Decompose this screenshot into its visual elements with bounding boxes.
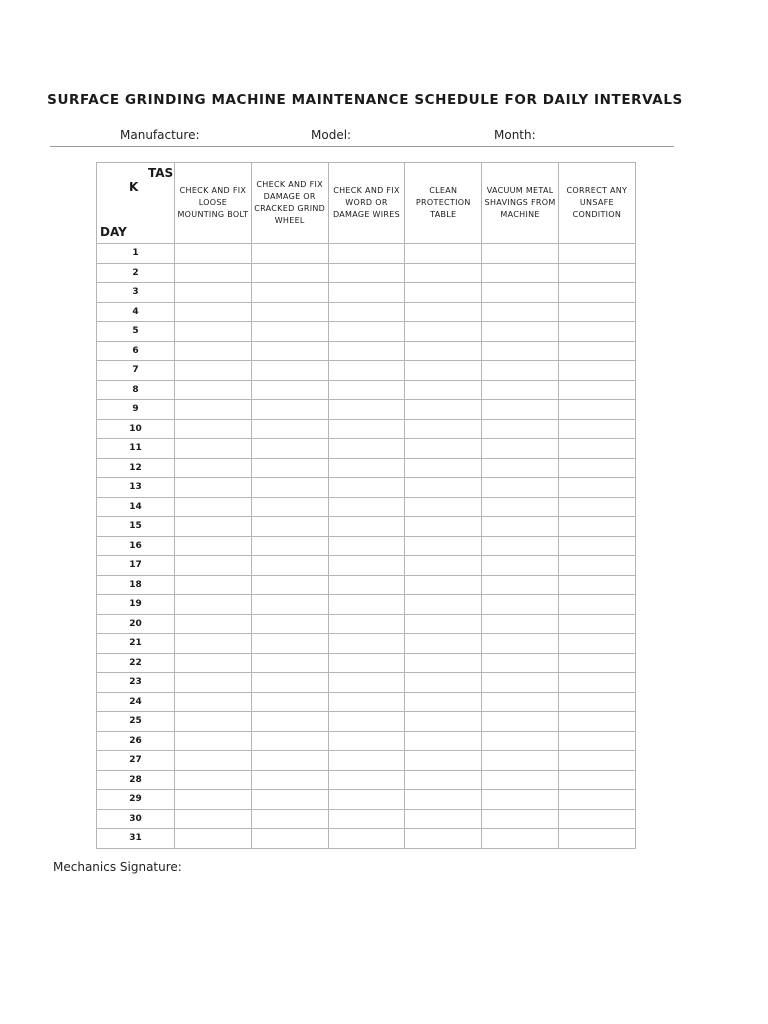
task-check-cell[interactable]	[175, 634, 252, 654]
task-check-cell[interactable]	[251, 439, 328, 459]
table-row	[97, 595, 636, 615]
task-check-cell[interactable]	[558, 458, 635, 478]
task-check-cell[interactable]	[175, 517, 252, 537]
task-check-cell[interactable]	[175, 751, 252, 771]
day-number-cell: 6	[97, 341, 175, 361]
task-check-cell[interactable]	[482, 322, 559, 342]
task-check-cell[interactable]	[405, 575, 482, 595]
task-check-cell[interactable]	[328, 595, 405, 615]
task-check-cell[interactable]	[405, 361, 482, 381]
day-number-cell: 29	[97, 790, 175, 810]
task-check-cell[interactable]	[482, 302, 559, 322]
task-check-cell[interactable]	[405, 244, 482, 264]
task-check-cell[interactable]	[175, 731, 252, 751]
task-check-cell[interactable]	[405, 517, 482, 537]
table-row	[97, 790, 636, 810]
task-check-cell[interactable]	[482, 809, 559, 829]
task-check-cell[interactable]	[405, 380, 482, 400]
task-check-cell[interactable]	[328, 361, 405, 381]
task-check-cell[interactable]	[482, 575, 559, 595]
task-check-cell[interactable]	[251, 595, 328, 615]
task-check-cell[interactable]	[405, 809, 482, 829]
task-header-cell: CHECK AND FIX DAMAGE OR CRACKED GRIND WHEEL	[251, 163, 328, 244]
task-check-cell[interactable]	[251, 458, 328, 478]
task-header-cell: CHECK AND FIX WORD OR DAMAGE WIRES	[328, 163, 405, 244]
task-check-cell[interactable]	[482, 614, 559, 634]
task-check-cell[interactable]	[328, 263, 405, 283]
day-number-cell: 10	[97, 419, 175, 439]
task-check-cell[interactable]	[558, 341, 635, 361]
title-text: SURFACE GRINDING MACHINE MAINTENANCE SCHEDULE FOR DAILY INTERVALS	[47, 92, 683, 108]
task-check-cell[interactable]	[482, 419, 559, 439]
task-check-cell[interactable]	[328, 341, 405, 361]
task-check-cell[interactable]	[558, 809, 635, 829]
maintenance-schedule-table	[96, 162, 636, 849]
task-check-cell[interactable]	[328, 536, 405, 556]
task-check-cell[interactable]	[482, 283, 559, 303]
schedule-body	[97, 244, 636, 849]
task-check-cell[interactable]	[405, 458, 482, 478]
table-row	[97, 419, 636, 439]
task-check-cell[interactable]	[251, 692, 328, 712]
task-check-cell[interactable]	[482, 712, 559, 732]
task-check-cell[interactable]	[558, 575, 635, 595]
task-check-cell[interactable]	[175, 536, 252, 556]
task-check-cell[interactable]	[558, 497, 635, 517]
task-check-cell[interactable]	[251, 322, 328, 342]
task-check-cell[interactable]	[405, 673, 482, 693]
task-check-cell[interactable]	[251, 361, 328, 381]
table-row	[97, 536, 636, 556]
task-check-cell[interactable]	[175, 790, 252, 810]
task-header-cell: CHECK AND FIX LOOSE MOUNTING BOLT	[175, 163, 252, 244]
task-check-cell[interactable]	[558, 692, 635, 712]
task-check-cell[interactable]	[482, 361, 559, 381]
task-check-cell[interactable]	[251, 829, 328, 849]
task-check-cell[interactable]	[405, 692, 482, 712]
task-check-cell[interactable]	[175, 595, 252, 615]
task-check-cell[interactable]	[558, 322, 635, 342]
task-check-cell[interactable]	[405, 322, 482, 342]
task-check-cell[interactable]	[558, 556, 635, 576]
task-check-cell[interactable]	[251, 341, 328, 361]
task-check-cell[interactable]	[328, 283, 405, 303]
task-check-cell[interactable]	[251, 380, 328, 400]
mechanics-signature	[53, 860, 182, 874]
day-number-cell: 11	[97, 439, 175, 459]
header-divider	[50, 146, 674, 147]
day-number-cell: 17	[97, 556, 175, 576]
task-check-cell[interactable]	[251, 575, 328, 595]
task-check-cell[interactable]	[405, 497, 482, 517]
task-check-cell[interactable]	[251, 536, 328, 556]
task-check-cell[interactable]	[175, 478, 252, 498]
task-check-cell[interactable]	[175, 575, 252, 595]
table-row	[97, 478, 636, 498]
task-check-cell[interactable]	[405, 751, 482, 771]
task-check-cell[interactable]	[558, 673, 635, 693]
task-check-cell[interactable]	[405, 712, 482, 732]
task-check-cell[interactable]	[558, 517, 635, 537]
task-check-cell[interactable]	[482, 439, 559, 459]
task-check-cell[interactable]	[328, 575, 405, 595]
task-check-cell[interactable]	[558, 595, 635, 615]
task-check-cell[interactable]	[175, 361, 252, 381]
manufacture-field	[120, 128, 200, 142]
task-label-part1: TAS	[148, 166, 174, 180]
task-check-cell[interactable]	[328, 692, 405, 712]
task-check-cell[interactable]	[482, 692, 559, 712]
day-number-cell: 4	[97, 302, 175, 322]
day-number-cell: 30	[97, 809, 175, 829]
task-check-cell[interactable]	[175, 673, 252, 693]
table-row	[97, 692, 636, 712]
task-check-cell[interactable]	[328, 439, 405, 459]
task-check-cell[interactable]	[482, 770, 559, 790]
task-check-cell[interactable]	[482, 673, 559, 693]
task-check-cell[interactable]	[405, 790, 482, 810]
table-row	[97, 244, 636, 264]
task-check-cell[interactable]	[251, 634, 328, 654]
day-number-cell: 23	[97, 673, 175, 693]
task-check-cell[interactable]	[328, 556, 405, 576]
task-check-cell[interactable]	[251, 751, 328, 771]
task-check-cell[interactable]	[175, 439, 252, 459]
day-number-cell: 9	[97, 400, 175, 420]
task-check-cell[interactable]	[328, 673, 405, 693]
task-check-cell[interactable]	[328, 302, 405, 322]
task-check-cell[interactable]	[251, 244, 328, 264]
task-check-cell[interactable]	[175, 692, 252, 712]
table-row	[97, 829, 636, 849]
task-check-cell[interactable]	[482, 595, 559, 615]
day-number-cell: 14	[97, 497, 175, 517]
table-row	[97, 322, 636, 342]
task-check-cell[interactable]	[251, 263, 328, 283]
table-row	[97, 809, 636, 829]
task-check-cell[interactable]	[251, 712, 328, 732]
task-check-cell[interactable]	[405, 829, 482, 849]
task-check-cell[interactable]	[328, 731, 405, 751]
table-row	[97, 556, 636, 576]
table-row	[97, 283, 636, 303]
table-row	[97, 673, 636, 693]
task-check-cell[interactable]	[251, 614, 328, 634]
task-check-cell[interactable]	[482, 244, 559, 264]
day-number-cell: 3	[97, 283, 175, 303]
table-row	[97, 770, 636, 790]
task-check-cell[interactable]	[482, 497, 559, 517]
task-check-cell[interactable]	[558, 478, 635, 498]
task-check-cell[interactable]	[558, 653, 635, 673]
task-check-cell[interactable]	[405, 439, 482, 459]
month-label: Month:	[494, 128, 536, 142]
day-number-cell: 5	[97, 322, 175, 342]
day-number-cell: 24	[97, 692, 175, 712]
task-check-cell[interactable]	[482, 790, 559, 810]
task-check-cell[interactable]	[558, 790, 635, 810]
task-check-cell[interactable]	[482, 731, 559, 751]
task-check-cell[interactable]	[558, 829, 635, 849]
task-check-cell[interactable]	[482, 653, 559, 673]
task-check-cell[interactable]	[328, 380, 405, 400]
task-check-cell[interactable]	[328, 809, 405, 829]
task-check-cell[interactable]	[558, 380, 635, 400]
corner-header-cell	[97, 163, 175, 244]
day-number-cell: 2	[97, 263, 175, 283]
task-check-cell[interactable]	[482, 400, 559, 420]
task-check-cell[interactable]	[251, 673, 328, 693]
task-check-cell[interactable]	[328, 614, 405, 634]
task-check-cell[interactable]	[251, 770, 328, 790]
table-row	[97, 575, 636, 595]
day-number-cell: 7	[97, 361, 175, 381]
task-check-cell[interactable]	[175, 458, 252, 478]
task-check-cell[interactable]	[328, 322, 405, 342]
task-check-cell[interactable]	[175, 322, 252, 342]
table-row	[97, 731, 636, 751]
task-check-cell[interactable]	[405, 302, 482, 322]
task-check-cell[interactable]	[558, 536, 635, 556]
task-check-cell[interactable]	[328, 517, 405, 537]
table-row	[97, 614, 636, 634]
task-check-cell[interactable]	[558, 302, 635, 322]
task-check-cell[interactable]	[405, 614, 482, 634]
day-number-cell: 25	[97, 712, 175, 732]
task-check-cell[interactable]	[405, 556, 482, 576]
task-check-cell[interactable]	[482, 751, 559, 771]
task-header-cell: VACUUM METAL SHAVINGS FROM MACHINE	[482, 163, 559, 244]
day-number-cell: 16	[97, 536, 175, 556]
task-check-cell[interactable]	[175, 283, 252, 303]
task-check-cell[interactable]	[405, 341, 482, 361]
task-check-cell[interactable]	[482, 536, 559, 556]
task-check-cell[interactable]	[175, 712, 252, 732]
task-check-cell[interactable]	[405, 419, 482, 439]
task-check-cell[interactable]	[482, 634, 559, 654]
task-check-cell[interactable]	[405, 595, 482, 615]
task-check-cell[interactable]	[558, 439, 635, 459]
task-check-cell[interactable]	[558, 770, 635, 790]
task-check-cell[interactable]	[175, 263, 252, 283]
task-check-cell[interactable]	[328, 497, 405, 517]
day-number-cell: 26	[97, 731, 175, 751]
task-check-cell[interactable]	[558, 400, 635, 420]
day-number-cell: 13	[97, 478, 175, 498]
task-check-cell[interactable]	[251, 419, 328, 439]
table-row	[97, 439, 636, 459]
task-check-cell[interactable]	[405, 731, 482, 751]
task-check-cell[interactable]	[558, 361, 635, 381]
task-check-cell[interactable]	[328, 770, 405, 790]
task-check-cell[interactable]	[175, 302, 252, 322]
task-check-cell[interactable]	[482, 458, 559, 478]
day-number-cell: 19	[97, 595, 175, 615]
task-header-cell: CLEAN PROTECTION TABLE	[405, 163, 482, 244]
table-row	[97, 634, 636, 654]
task-check-cell[interactable]	[175, 829, 252, 849]
task-check-cell[interactable]	[482, 556, 559, 576]
task-check-cell[interactable]	[328, 653, 405, 673]
task-check-cell[interactable]	[482, 478, 559, 498]
table-row	[97, 302, 636, 322]
task-check-cell[interactable]	[482, 341, 559, 361]
day-number-cell: 22	[97, 653, 175, 673]
table-row	[97, 263, 636, 283]
task-label-part2: K	[129, 180, 139, 194]
model-field	[311, 128, 351, 142]
day-label: DAY	[100, 225, 127, 239]
day-number-cell: 21	[97, 634, 175, 654]
task-check-cell[interactable]	[405, 770, 482, 790]
task-check-cell[interactable]	[405, 536, 482, 556]
table-row	[97, 341, 636, 361]
task-check-cell[interactable]	[405, 400, 482, 420]
table-row	[97, 458, 636, 478]
table-row	[97, 517, 636, 537]
day-number-cell: 28	[97, 770, 175, 790]
task-check-cell[interactable]	[251, 556, 328, 576]
task-check-cell[interactable]	[251, 497, 328, 517]
table-row	[97, 712, 636, 732]
task-check-cell[interactable]	[175, 341, 252, 361]
task-check-cell[interactable]	[558, 751, 635, 771]
task-check-cell[interactable]	[328, 478, 405, 498]
task-check-cell[interactable]	[328, 634, 405, 654]
day-number-cell: 18	[97, 575, 175, 595]
task-check-cell[interactable]	[482, 380, 559, 400]
task-check-cell[interactable]	[175, 380, 252, 400]
task-check-cell[interactable]	[405, 263, 482, 283]
task-check-cell[interactable]	[558, 731, 635, 751]
day-number-cell: 1	[97, 244, 175, 264]
table-header-row	[97, 163, 636, 244]
task-check-cell[interactable]	[175, 400, 252, 420]
task-check-cell[interactable]	[251, 653, 328, 673]
task-check-cell[interactable]	[482, 829, 559, 849]
task-check-cell[interactable]	[328, 712, 405, 732]
task-check-cell[interactable]	[251, 731, 328, 751]
task-check-cell[interactable]	[175, 770, 252, 790]
task-check-cell[interactable]	[558, 283, 635, 303]
task-check-cell[interactable]	[558, 634, 635, 654]
table-row	[97, 497, 636, 517]
task-check-cell[interactable]	[175, 809, 252, 829]
task-check-cell[interactable]	[251, 400, 328, 420]
task-check-cell[interactable]	[328, 751, 405, 771]
task-check-cell[interactable]	[405, 634, 482, 654]
task-check-cell[interactable]	[328, 244, 405, 264]
task-check-cell[interactable]	[251, 517, 328, 537]
task-check-cell[interactable]	[405, 283, 482, 303]
table-row	[97, 400, 636, 420]
month-field	[494, 128, 536, 142]
task-check-cell[interactable]	[251, 790, 328, 810]
task-check-cell[interactable]	[482, 517, 559, 537]
table-row	[97, 361, 636, 381]
task-check-cell[interactable]	[175, 653, 252, 673]
task-check-cell[interactable]	[405, 653, 482, 673]
table-row	[97, 751, 636, 771]
table-row	[97, 653, 636, 673]
task-check-cell[interactable]	[328, 458, 405, 478]
day-number-cell: 27	[97, 751, 175, 771]
task-check-cell[interactable]	[251, 809, 328, 829]
task-check-cell[interactable]	[175, 614, 252, 634]
task-check-cell[interactable]	[558, 244, 635, 264]
table-row	[97, 380, 636, 400]
task-check-cell[interactable]	[251, 283, 328, 303]
task-check-cell[interactable]	[175, 244, 252, 264]
manufacture-label: Manufacture:	[120, 128, 200, 142]
page-title	[0, 92, 730, 108]
task-check-cell[interactable]	[328, 400, 405, 420]
task-check-cell[interactable]	[558, 712, 635, 732]
day-number-cell: 12	[97, 458, 175, 478]
task-check-cell[interactable]	[328, 419, 405, 439]
task-check-cell[interactable]	[482, 263, 559, 283]
task-check-cell[interactable]	[175, 419, 252, 439]
day-number-cell: 15	[97, 517, 175, 537]
task-check-cell[interactable]	[405, 478, 482, 498]
day-number-cell: 20	[97, 614, 175, 634]
task-check-cell[interactable]	[251, 478, 328, 498]
model-label: Model:	[311, 128, 352, 142]
task-check-cell[interactable]	[175, 497, 252, 517]
task-check-cell[interactable]	[328, 829, 405, 849]
task-check-cell[interactable]	[558, 419, 635, 439]
task-check-cell[interactable]	[558, 614, 635, 634]
day-number-cell: 31	[97, 829, 175, 849]
signature-label: Mechanics Signature:	[53, 860, 182, 874]
task-check-cell[interactable]	[558, 263, 635, 283]
task-check-cell[interactable]	[251, 302, 328, 322]
day-number-cell: 8	[97, 380, 175, 400]
task-header-cell: CORRECT ANY UNSAFE CONDITION	[558, 163, 635, 244]
task-check-cell[interactable]	[175, 556, 252, 576]
task-check-cell[interactable]	[328, 790, 405, 810]
